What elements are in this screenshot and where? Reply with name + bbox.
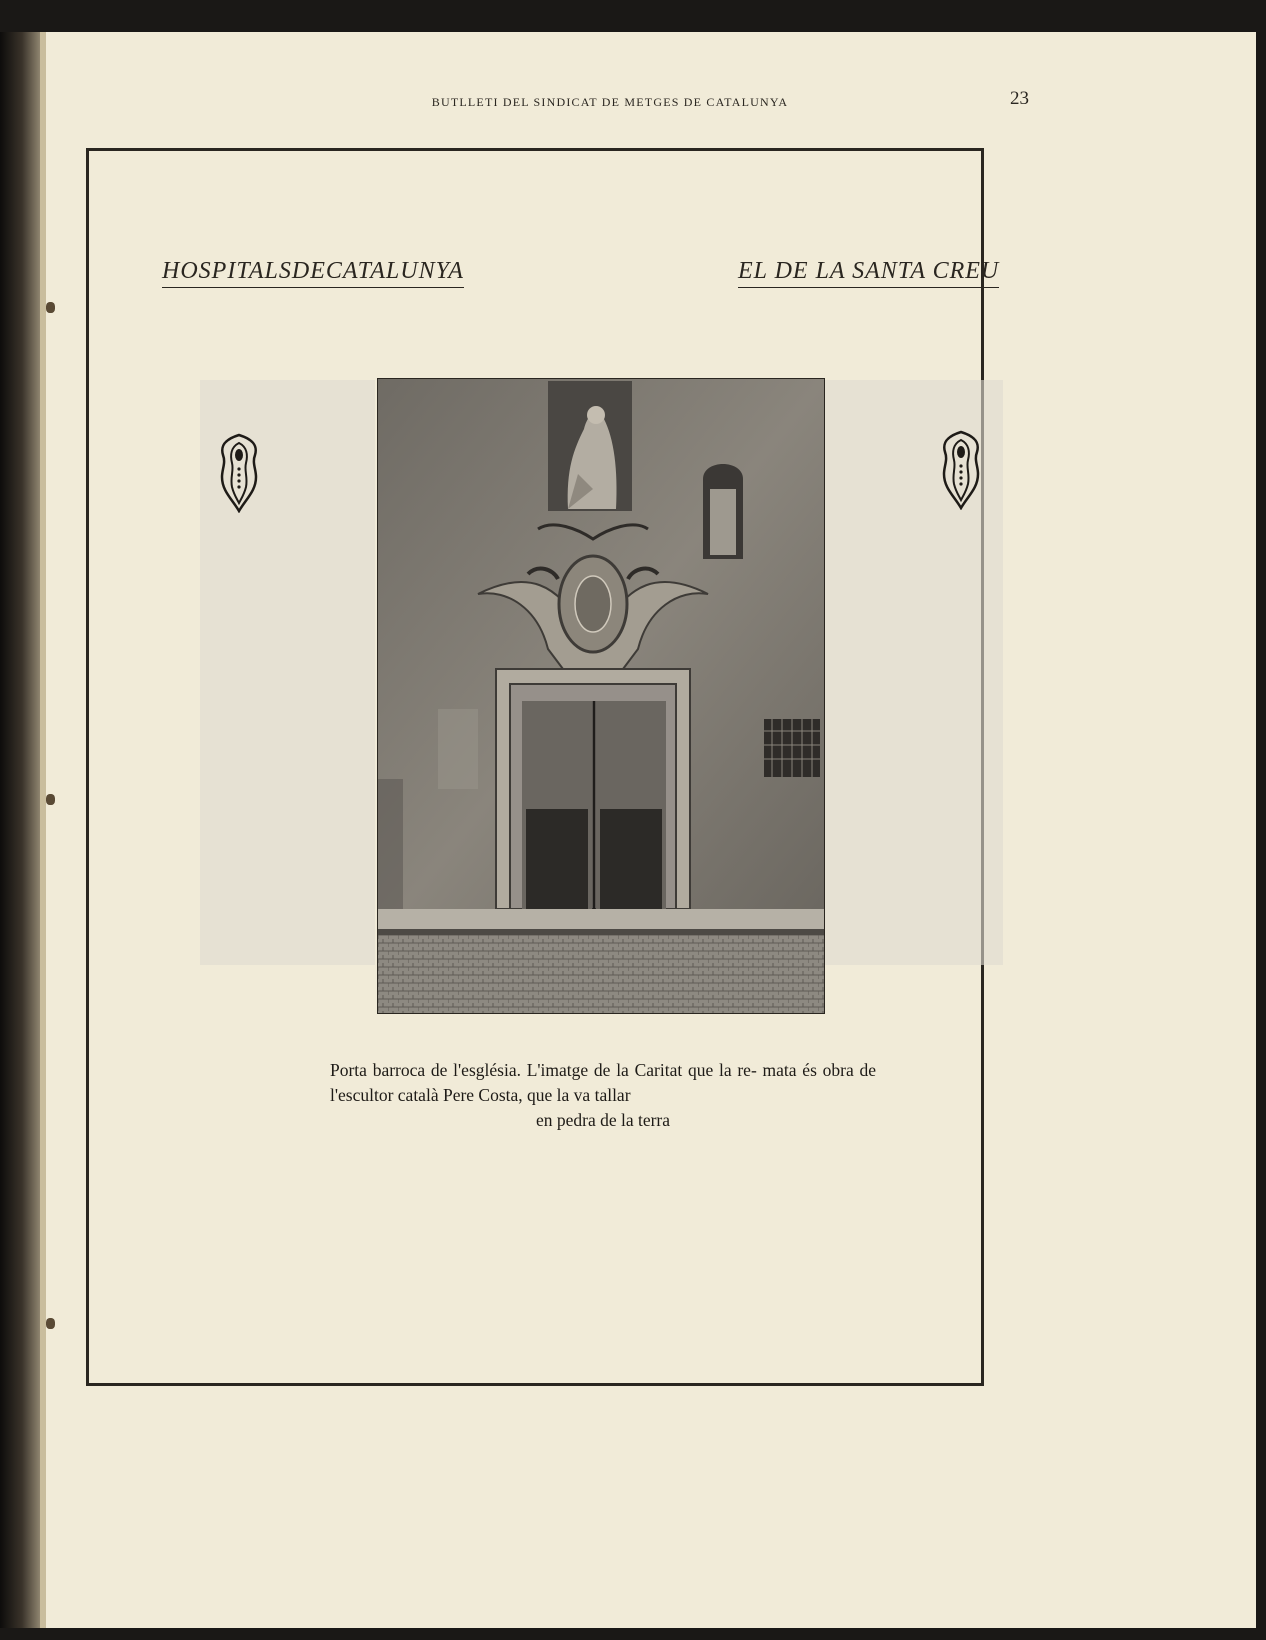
church-door-photo bbox=[377, 378, 825, 1014]
photo-caption bbox=[330, 1058, 876, 1133]
page-number: 23 bbox=[1010, 88, 1029, 109]
cartouche-ornament-left-icon bbox=[218, 433, 260, 513]
running-head: BUTLLETI DEL SINDICAT DE METGES DE CATALUNYA bbox=[431, 95, 789, 109]
caption-line-1: Porta barroca de l'església. L'imatge de la Caritat que la re- bbox=[330, 1060, 757, 1080]
baroque-church-door-photo-icon bbox=[378, 379, 824, 1013]
cartouche-ornament-right-icon bbox=[940, 430, 982, 510]
binding-pin bbox=[46, 302, 55, 313]
article-heading: EL DE LA SANTA CREU bbox=[738, 258, 999, 288]
section-heading: HOSPITALSDECATALUNYA bbox=[162, 258, 464, 288]
caption-line-2: mata és obra de l'escultor català Pere Costa, que la va tallar bbox=[330, 1060, 877, 1105]
binding-pin bbox=[46, 1318, 55, 1329]
caption-line-3: en pedra de la terra bbox=[535, 1110, 671, 1130]
book-spine bbox=[0, 32, 40, 1628]
binding-pin bbox=[46, 794, 55, 805]
